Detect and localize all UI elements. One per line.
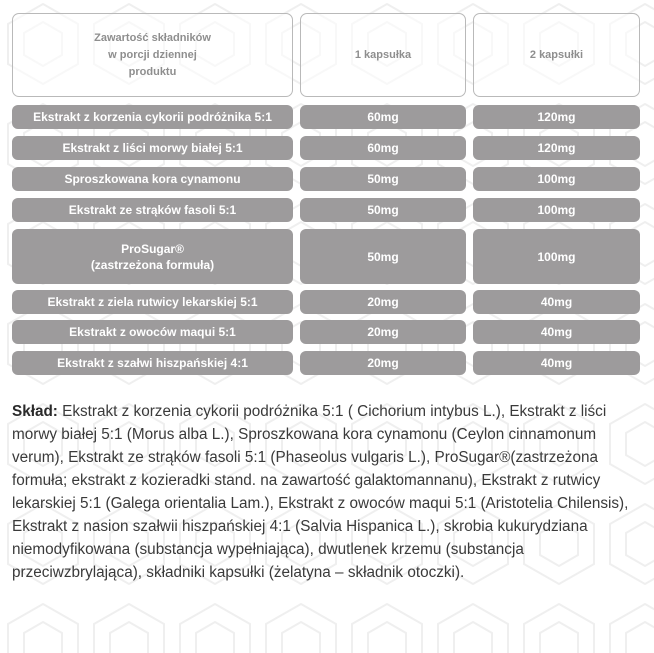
header-two-capsules: 2 kapsułki: [473, 13, 640, 97]
dose-one-capsule: 50mg: [300, 167, 466, 191]
ingredient-name: Sproszkowana kora cynamonu: [12, 167, 293, 191]
dose-one-capsule: 50mg: [300, 229, 466, 284]
table-row: [12, 229, 640, 284]
dose-two-capsules: 120mg: [473, 105, 640, 129]
dose-one-capsule: 50mg: [300, 198, 466, 222]
dose-two-capsules: 100mg: [473, 198, 640, 222]
table-row: [12, 198, 640, 222]
dose-two-capsules: 40mg: [473, 290, 640, 314]
ingredient-name: Ekstrakt z owoców maqui 5:1: [12, 320, 293, 344]
dose-one-capsule: 20mg: [300, 351, 466, 375]
dose-two-capsules: 40mg: [473, 351, 640, 375]
dose-one-capsule: 20mg: [300, 290, 466, 314]
dose-one-capsule: 20mg: [300, 320, 466, 344]
composition-text: Ekstrakt z korzenia cykorii podróżnika 5:1 ( Cichorium intybus L.), Ekstrakt z liści morwy białej 5:1 (Morus alba L.), Sproszkowana kora cynamonu (Ceylon cinnamonum verum), Ekstrakt ze strąków fasoli 5:1 (Phaseolus vulgaris L.), ProSugar®(zastrzeżona formuła; ekstrakt z kozieradki stand. na zawartość galaktomannanu), Ekstrakt z rutwicy lekarskiej 5:1 (Galega orientalia Lam.), Ekstrakt z owoców maqui 5:1 (Aristotelia Chilensis), Ekstrakt z nasion szałwii hiszpańskiej 4:1 (Salvia Hispanica L.), skrobia kukurydziana niemodyfikowana (substancja wypełniająca), dwutlenek krzemu (substancja przeciwzbrylająca), składniki kapsułki (żelatyna – składnik otoczki).: [12, 403, 629, 581]
ingredient-name: Ekstrakt z ziela rutwicy lekarskiej 5:1: [12, 290, 293, 314]
table-row: [12, 290, 640, 314]
table-row: [12, 136, 640, 160]
ingredient-name: Ekstrakt ze strąków fasoli 5:1: [12, 198, 293, 222]
header-ingredients: Zawartość składników w porcji dziennej produktu: [12, 13, 293, 97]
ingredient-name: Ekstrakt z korzenia cykorii podróżnika 5:1: [12, 105, 293, 129]
ingredient-name: ProSugar® (zastrzeżona formuła): [12, 229, 293, 284]
dose-two-capsules: 120mg: [473, 136, 640, 160]
table-row: [12, 167, 640, 191]
dose-two-capsules: 100mg: [473, 229, 640, 284]
ingredient-name: Ekstrakt z szałwi hiszpańskiej 4:1: [12, 351, 293, 375]
ingredient-name: Ekstrakt z liści morwy białej 5:1: [12, 136, 293, 160]
table-row: [12, 105, 640, 129]
dose-two-capsules: 100mg: [473, 167, 640, 191]
dose-one-capsule: 60mg: [300, 136, 466, 160]
composition-label: Skład:: [12, 403, 58, 420]
header-one-capsule: 1 kapsułka: [300, 13, 466, 97]
composition-paragraph: [12, 400, 642, 584]
dose-one-capsule: 60mg: [300, 105, 466, 129]
table-row: [12, 320, 640, 344]
table-row: [12, 351, 640, 375]
dose-two-capsules: 40mg: [473, 320, 640, 344]
